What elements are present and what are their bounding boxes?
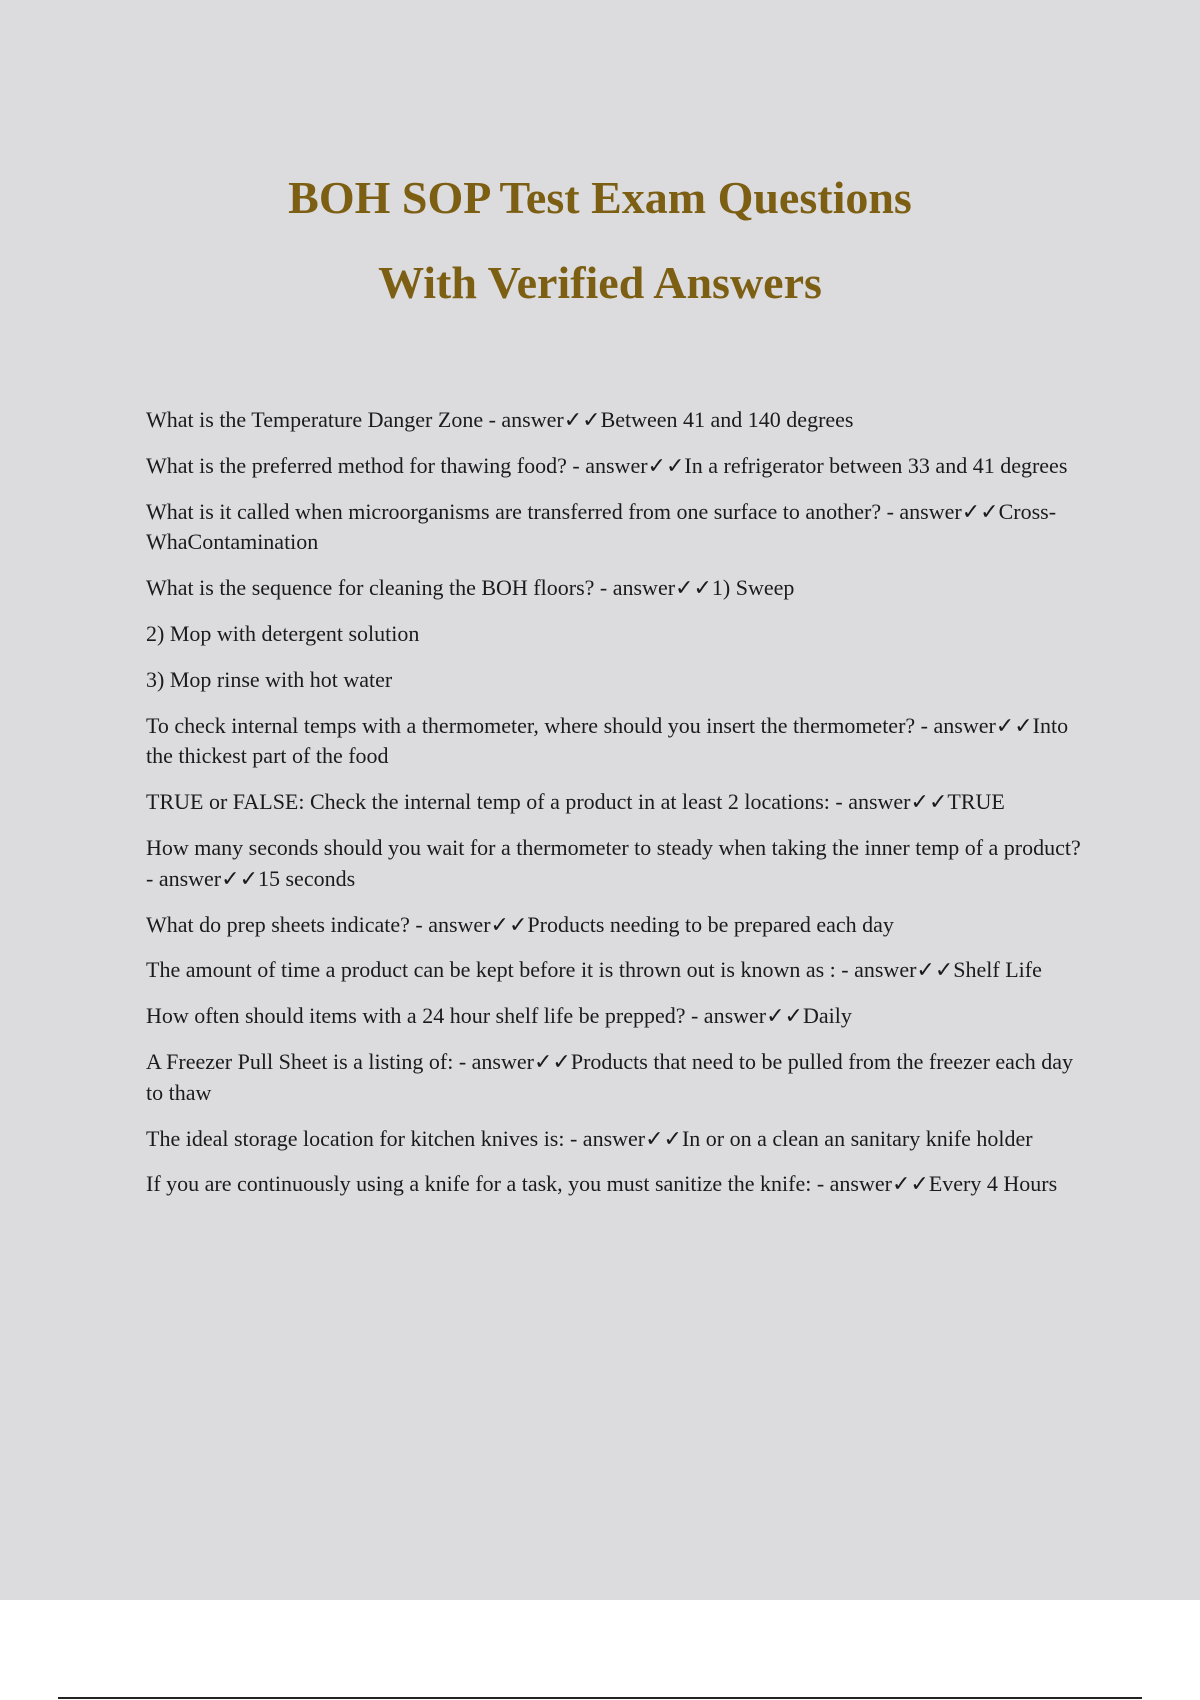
qa-line: A Freezer Pull Sheet is a listing of: - answer✓✓Products that need to be pulled from the freezer each day to thaw [146, 1048, 1073, 1105]
qa-line: What is the preferred method for thawing food? - answer✓✓In a refrigerator between 33 and 41 degrees [146, 452, 1068, 478]
question-answer-list [146, 405, 1086, 1215]
qa-line: What is the Temperature Danger Zone - answer✓✓Between 41 and 140 degrees [146, 407, 854, 432]
qa-line: 3) Mop rinse with hot water [146, 666, 393, 692]
page-footer [0, 1600, 1200, 1700]
qa-line: How many seconds should you wait for a thermometer to steady when taking the inner temp of a product? - answer✓✓15 seconds [146, 834, 1081, 891]
qa-line: The ideal storage location for kitchen knives is: - answer✓✓In or on a clean an sanitary knife holder [146, 1125, 1033, 1151]
qa-line: TRUE or FALSE: Check the internal temp of a product in at least 2 locations: - answer✓✓TRUE [146, 789, 1005, 815]
qa-line: What is it called when microorganisms are transferred from one surface to another? - answer✓✓Cross-WhaContamination [146, 498, 1057, 555]
qa-line: What is the sequence for cleaning the BOH floors? - answer✓✓1) Sweep [146, 575, 795, 601]
qa-line: 2) Mop with detergent solution [146, 620, 420, 646]
qa-line: How often should items with a 24 hour shelf life be prepped? - answer✓✓Daily [146, 1003, 852, 1029]
qa-line: The amount of time a product can be kept before it is thrown out is known as : - answer✓✓Shelf Life [146, 957, 1042, 983]
qa-line: If you are continuously using a knife for a task, you must sanitize the knife: - answer✓✓Every 4 Hours [146, 1171, 1058, 1197]
document-title-line-1: BOH SOP Test Exam Questions [288, 172, 912, 223]
qa-line: What do prep sheets indicate? - answer✓✓Products needing to be prepared each day [146, 911, 894, 937]
document-title-line-2: With Verified Answers [378, 257, 822, 308]
footer-rule [58, 1697, 1142, 1699]
qa-line: To check internal temps with a thermometer, where should you insert the thermometer? - answer✓✓Into the thickest part of the food [146, 712, 1069, 769]
